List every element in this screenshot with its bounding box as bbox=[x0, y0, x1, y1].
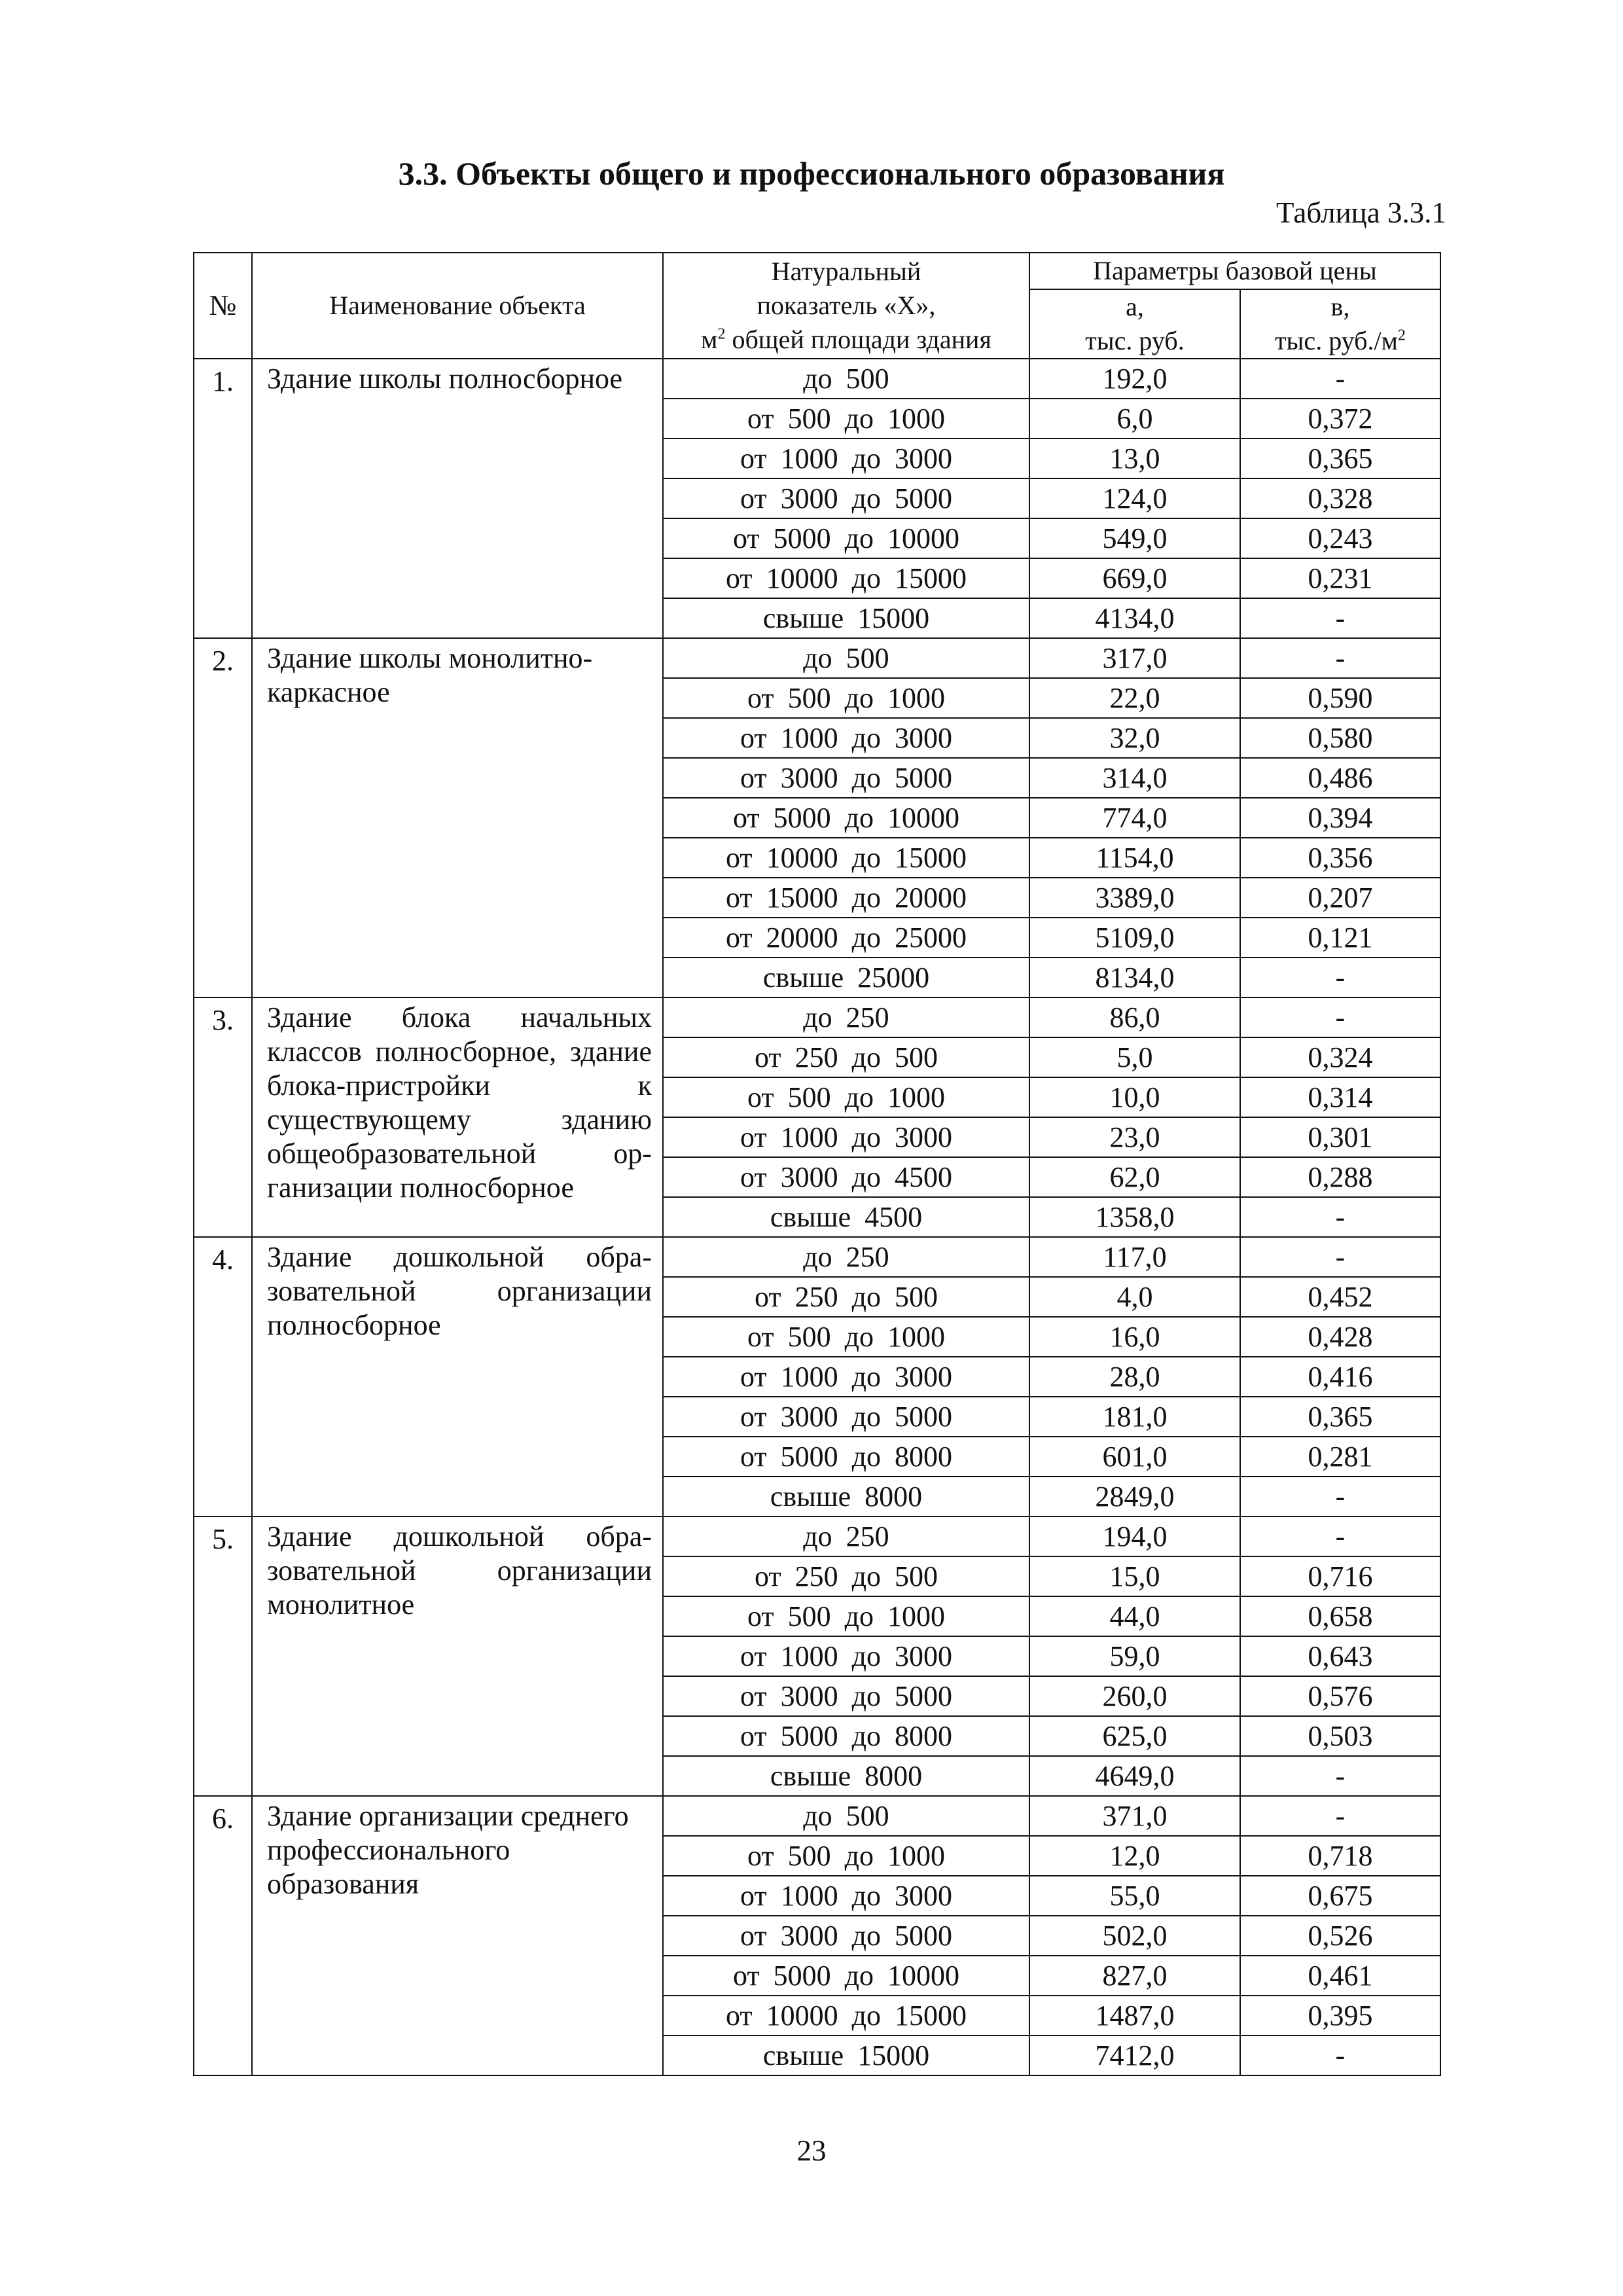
range-cell: от 10000 до 15000 bbox=[663, 558, 1029, 598]
value-a-cell: 827,0 bbox=[1029, 1956, 1240, 1996]
value-a-cell: 3389,0 bbox=[1029, 878, 1240, 918]
value-a-cell: 2849,0 bbox=[1029, 1477, 1240, 1516]
value-b-cell: 0,526 bbox=[1240, 1916, 1440, 1956]
range-cell: от 250 до 500 bbox=[663, 1277, 1029, 1317]
value-a-cell: 1358,0 bbox=[1029, 1197, 1240, 1237]
value-b-cell: 0,243 bbox=[1240, 518, 1440, 558]
value-b-cell: 0,590 bbox=[1240, 678, 1440, 718]
value-b-cell: 0,486 bbox=[1240, 758, 1440, 798]
object-number: 5. bbox=[194, 1516, 252, 1796]
header-b-line1: в, bbox=[1330, 292, 1350, 321]
value-b-cell: 0,288 bbox=[1240, 1157, 1440, 1197]
value-b-cell: - bbox=[1240, 958, 1440, 997]
value-b-cell: 0,328 bbox=[1240, 478, 1440, 518]
range-cell: от 500 до 1000 bbox=[663, 1317, 1029, 1357]
header-a-line2: тыс. руб. bbox=[1085, 326, 1185, 355]
range-cell: свыше 8000 bbox=[663, 1477, 1029, 1516]
value-a-cell: 22,0 bbox=[1029, 678, 1240, 718]
value-b-cell: - bbox=[1240, 1197, 1440, 1237]
table-row bbox=[194, 638, 1440, 678]
value-a-cell: 124,0 bbox=[1029, 478, 1240, 518]
header-indicator-sup: 2 bbox=[717, 325, 726, 343]
value-b-cell: 0,395 bbox=[1240, 1996, 1440, 2036]
value-b-cell: 0,394 bbox=[1240, 798, 1440, 838]
header-indicator bbox=[663, 253, 1029, 359]
range-cell: от 500 до 1000 bbox=[663, 399, 1029, 439]
range-cell: от 3000 до 5000 bbox=[663, 1916, 1029, 1956]
value-a-cell: 194,0 bbox=[1029, 1516, 1240, 1556]
range-cell: от 1000 до 3000 bbox=[663, 1876, 1029, 1916]
header-b-unit: тыс. руб./м bbox=[1275, 326, 1398, 355]
value-b-cell: 0,452 bbox=[1240, 1277, 1440, 1317]
header-params: Параметры базовой цены bbox=[1029, 253, 1440, 289]
range-cell: от 3000 до 5000 bbox=[663, 1397, 1029, 1437]
value-a-cell: 62,0 bbox=[1029, 1157, 1240, 1197]
value-a-cell: 23,0 bbox=[1029, 1117, 1240, 1157]
value-a-cell: 371,0 bbox=[1029, 1796, 1240, 1836]
table-label: Таблица 3.3.1 bbox=[1276, 196, 1446, 229]
value-a-cell: 4,0 bbox=[1029, 1277, 1240, 1317]
range-cell: свыше 8000 bbox=[663, 1756, 1029, 1796]
value-a-cell: 16,0 bbox=[1029, 1317, 1240, 1357]
range-cell: от 5000 до 10000 bbox=[663, 1956, 1029, 1996]
value-a-cell: 8134,0 bbox=[1029, 958, 1240, 997]
value-b-cell: 0,580 bbox=[1240, 718, 1440, 758]
value-b-cell: 0,675 bbox=[1240, 1876, 1440, 1916]
range-cell: от 500 до 1000 bbox=[663, 1836, 1029, 1876]
object-number: 1. bbox=[194, 359, 252, 638]
value-a-cell: 774,0 bbox=[1029, 798, 1240, 838]
table-body bbox=[194, 359, 1440, 2075]
object-name: Здание дошкольной образовательной организации монолитное bbox=[252, 1516, 663, 1796]
range-cell: до 250 bbox=[663, 997, 1029, 1037]
object-name: Здание организации среднего профессионального образования bbox=[252, 1796, 663, 2075]
value-a-cell: 5109,0 bbox=[1029, 918, 1240, 958]
value-a-cell: 181,0 bbox=[1029, 1397, 1240, 1437]
range-cell: от 1000 до 3000 bbox=[663, 1357, 1029, 1397]
value-b-cell: - bbox=[1240, 638, 1440, 678]
value-a-cell: 6,0 bbox=[1029, 399, 1240, 439]
range-cell: до 250 bbox=[663, 1516, 1029, 1556]
object-number: 4. bbox=[194, 1237, 252, 1516]
value-b-cell: - bbox=[1240, 2036, 1440, 2075]
header-b-sup: 2 bbox=[1397, 327, 1406, 344]
range-cell: от 5000 до 10000 bbox=[663, 798, 1029, 838]
value-a-cell: 15,0 bbox=[1029, 1556, 1240, 1596]
range-cell: от 15000 до 20000 bbox=[663, 878, 1029, 918]
range-cell: свыше 15000 bbox=[663, 598, 1029, 638]
value-a-cell: 260,0 bbox=[1029, 1676, 1240, 1716]
price-table bbox=[193, 252, 1441, 2076]
value-b-cell: 0,718 bbox=[1240, 1836, 1440, 1876]
value-a-cell: 625,0 bbox=[1029, 1716, 1240, 1756]
object-name: Здание школы монолитно-каркасное bbox=[252, 638, 663, 997]
value-a-cell: 28,0 bbox=[1029, 1357, 1240, 1397]
value-b-cell: - bbox=[1240, 1796, 1440, 1836]
object-number: 2. bbox=[194, 638, 252, 997]
object-number: 3. bbox=[194, 997, 252, 1237]
range-cell: от 250 до 500 bbox=[663, 1556, 1029, 1596]
value-a-cell: 55,0 bbox=[1029, 1876, 1240, 1916]
range-cell: от 1000 до 3000 bbox=[663, 718, 1029, 758]
range-cell: от 5000 до 10000 bbox=[663, 518, 1029, 558]
range-cell: от 250 до 500 bbox=[663, 1037, 1029, 1077]
value-b-cell: 0,301 bbox=[1240, 1117, 1440, 1157]
value-a-cell: 86,0 bbox=[1029, 997, 1240, 1037]
object-name: Здание блока начальных классов полносборное, здание блока-пристройки к существующему зданию общеобразовательной организации полносборное bbox=[252, 997, 663, 1237]
range-cell: от 5000 до 8000 bbox=[663, 1716, 1029, 1756]
value-b-cell: 0,365 bbox=[1240, 1397, 1440, 1437]
range-cell: от 3000 до 5000 bbox=[663, 758, 1029, 798]
range-cell: до 500 bbox=[663, 359, 1029, 399]
value-a-cell: 44,0 bbox=[1029, 1596, 1240, 1636]
value-b-cell: - bbox=[1240, 1477, 1440, 1516]
page-number: 23 bbox=[796, 2134, 827, 2167]
range-cell: от 1000 до 3000 bbox=[663, 1117, 1029, 1157]
value-a-cell: 1154,0 bbox=[1029, 838, 1240, 878]
header-indicator-unit: м bbox=[701, 325, 718, 354]
range-cell: от 10000 до 15000 bbox=[663, 838, 1029, 878]
value-b-cell: 0,658 bbox=[1240, 1596, 1440, 1636]
value-b-cell: 0,372 bbox=[1240, 399, 1440, 439]
value-a-cell: 549,0 bbox=[1029, 518, 1240, 558]
object-number: 6. bbox=[194, 1796, 252, 2075]
table-row bbox=[194, 1237, 1440, 1277]
range-cell: от 3000 до 5000 bbox=[663, 478, 1029, 518]
value-b-cell: 0,281 bbox=[1240, 1437, 1440, 1477]
range-cell: от 500 до 1000 bbox=[663, 678, 1029, 718]
value-b-cell: 0,207 bbox=[1240, 878, 1440, 918]
header-indicator-rest: общей площади здания bbox=[725, 325, 991, 354]
header-indicator-line3 bbox=[664, 323, 1029, 357]
value-b-cell: 0,314 bbox=[1240, 1077, 1440, 1117]
range-cell: от 3000 до 5000 bbox=[663, 1676, 1029, 1716]
value-b-cell: 0,416 bbox=[1240, 1357, 1440, 1397]
value-b-cell: 0,643 bbox=[1240, 1636, 1440, 1676]
range-cell: от 3000 до 4500 bbox=[663, 1157, 1029, 1197]
value-a-cell: 7412,0 bbox=[1029, 2036, 1240, 2075]
range-cell: до 250 bbox=[663, 1237, 1029, 1277]
value-a-cell: 317,0 bbox=[1029, 638, 1240, 678]
value-a-cell: 10,0 bbox=[1029, 1077, 1240, 1117]
header-num: № bbox=[194, 253, 252, 359]
value-a-cell: 59,0 bbox=[1029, 1636, 1240, 1676]
value-a-cell: 5,0 bbox=[1029, 1037, 1240, 1077]
value-a-cell: 314,0 bbox=[1029, 758, 1240, 798]
range-cell: от 500 до 1000 bbox=[663, 1077, 1029, 1117]
value-b-cell: - bbox=[1240, 1756, 1440, 1796]
range-cell: свыше 25000 bbox=[663, 958, 1029, 997]
header-a bbox=[1029, 289, 1240, 359]
range-cell: свыше 15000 bbox=[663, 2036, 1029, 2075]
header-b-line2 bbox=[1241, 324, 1440, 358]
range-cell: от 5000 до 8000 bbox=[663, 1437, 1029, 1477]
table-row bbox=[194, 1516, 1440, 1556]
value-a-cell: 1487,0 bbox=[1029, 1996, 1240, 2036]
value-b-cell: 0,231 bbox=[1240, 558, 1440, 598]
object-name: Здание школы полносборное bbox=[252, 359, 663, 638]
value-b-cell: 0,356 bbox=[1240, 838, 1440, 878]
header-indicator-line1: Натуральный bbox=[771, 257, 921, 286]
object-name: Здание дошкольной образовательной организации полносборное bbox=[252, 1237, 663, 1516]
header-b bbox=[1240, 289, 1440, 359]
value-b-cell: - bbox=[1240, 1237, 1440, 1277]
range-cell: до 500 bbox=[663, 638, 1029, 678]
value-b-cell: 0,365 bbox=[1240, 439, 1440, 478]
value-b-cell: - bbox=[1240, 997, 1440, 1037]
value-a-cell: 601,0 bbox=[1029, 1437, 1240, 1477]
header-a-line1: а, bbox=[1126, 292, 1144, 321]
value-b-cell: - bbox=[1240, 1516, 1440, 1556]
value-a-cell: 32,0 bbox=[1029, 718, 1240, 758]
range-cell: до 500 bbox=[663, 1796, 1029, 1836]
value-b-cell: 0,428 bbox=[1240, 1317, 1440, 1357]
value-a-cell: 4134,0 bbox=[1029, 598, 1240, 638]
value-a-cell: 4649,0 bbox=[1029, 1756, 1240, 1796]
table-row bbox=[194, 1796, 1440, 1836]
value-a-cell: 192,0 bbox=[1029, 359, 1240, 399]
value-b-cell: - bbox=[1240, 598, 1440, 638]
range-cell: от 1000 до 3000 bbox=[663, 1636, 1029, 1676]
range-cell: свыше 4500 bbox=[663, 1197, 1029, 1237]
value-b-cell: 0,324 bbox=[1240, 1037, 1440, 1077]
range-cell: от 1000 до 3000 bbox=[663, 439, 1029, 478]
value-b-cell: 0,503 bbox=[1240, 1716, 1440, 1756]
value-b-cell: 0,121 bbox=[1240, 918, 1440, 958]
value-a-cell: 117,0 bbox=[1029, 1237, 1240, 1277]
value-a-cell: 12,0 bbox=[1029, 1836, 1240, 1876]
value-b-cell: 0,461 bbox=[1240, 1956, 1440, 1996]
table-row bbox=[194, 997, 1440, 1037]
range-cell: от 10000 до 15000 bbox=[663, 1996, 1029, 2036]
value-b-cell: - bbox=[1240, 359, 1440, 399]
value-a-cell: 502,0 bbox=[1029, 1916, 1240, 1956]
value-b-cell: 0,716 bbox=[1240, 1556, 1440, 1596]
range-cell: от 20000 до 25000 bbox=[663, 918, 1029, 958]
table-row bbox=[194, 359, 1440, 399]
header-name: Наименование объекта bbox=[252, 253, 663, 359]
value-b-cell: 0,576 bbox=[1240, 1676, 1440, 1716]
value-a-cell: 669,0 bbox=[1029, 558, 1240, 598]
page-title: 3.3. Объекты общего и профессионального образования bbox=[398, 155, 1225, 192]
range-cell: от 500 до 1000 bbox=[663, 1596, 1029, 1636]
header-indicator-line2: показатель «X», bbox=[757, 291, 936, 320]
value-a-cell: 13,0 bbox=[1029, 439, 1240, 478]
